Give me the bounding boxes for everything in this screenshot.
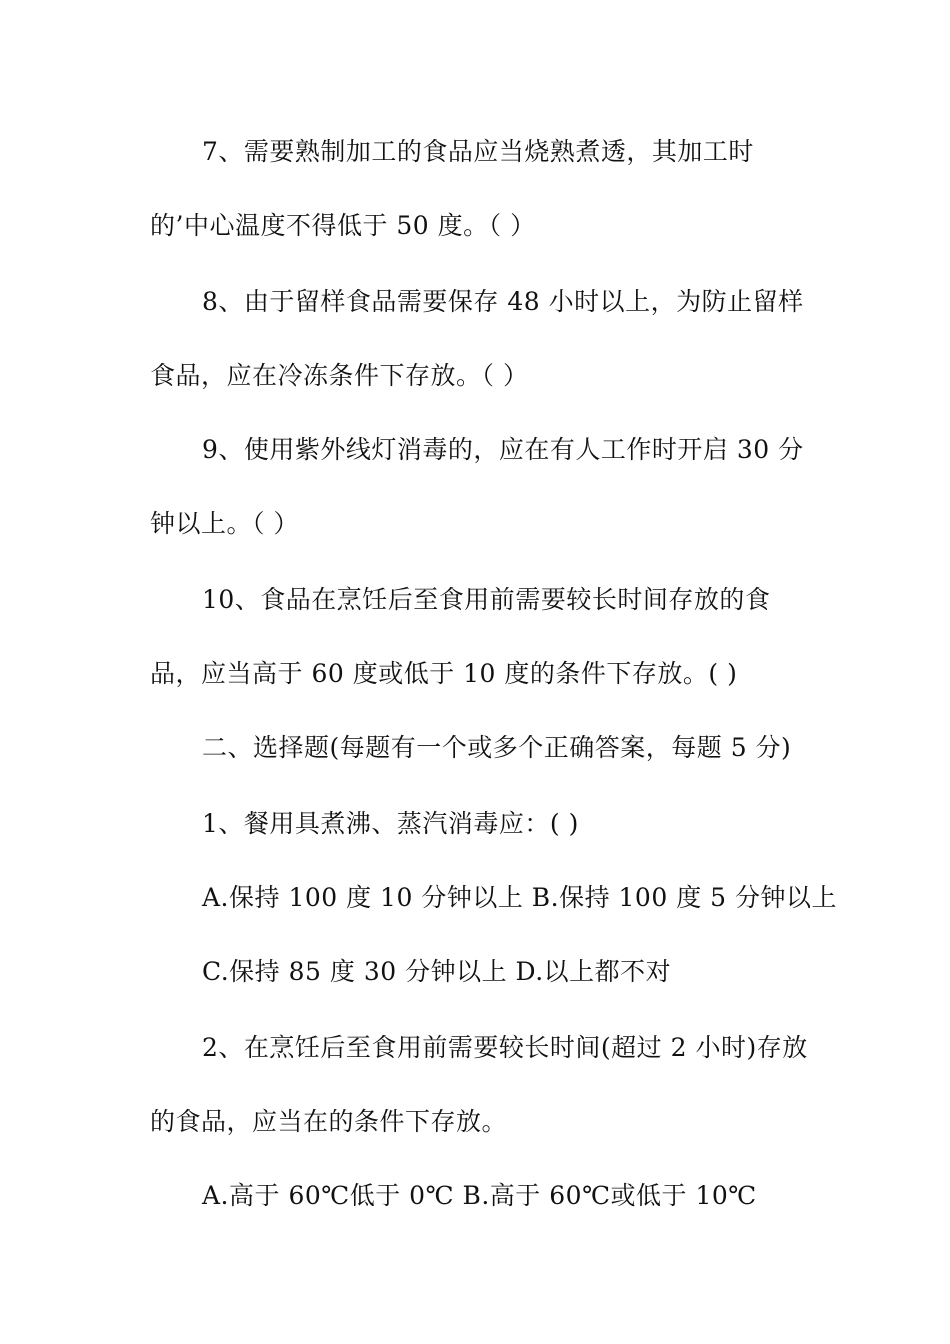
choice-question-2-line-1: 2、在烹饪后至食用前需要较长时间(超过 2 小时)存放 [202, 1033, 808, 1062]
question-10-line-1: 10、食品在烹饪后至食用前需要较长时间存放的食 [202, 585, 771, 614]
question-9-line-1: 9、使用紫外线灯消毒的，应在有人工作时开启 30 分 [202, 435, 804, 464]
question-7-line-2: 的’中心温度不得低于 50 度。（ ） [150, 211, 536, 240]
question-10-line-2: 品，应当高于 60 度或低于 10 度的条件下存放。( ) [150, 659, 738, 688]
question-8-line-1: 8、由于留样食品需要保存 48 小时以上，为防止留样 [202, 287, 804, 316]
choice-1-options-cd: C.保持 85 度 30 分钟以上 D.以上都不对 [202, 957, 672, 986]
question-8-line-2: 食品，应在冷冻条件下存放。（ ） [150, 361, 529, 390]
question-9-line-2: 钟以上。（ ） [150, 509, 299, 538]
choice-2-options-ab: A.高于 60℃低于 0℃ B.高于 60℃或低于 10℃ [202, 1181, 757, 1210]
question-7-line-1: 7、需要熟制加工的食品应当烧熟煮透，其加工时 [202, 137, 754, 166]
choice-question-1: 1、餐用具煮沸、蒸汽消毒应：( ) [202, 809, 579, 838]
section-heading-choice: 二、选择题(每题有一个或多个正确答案，每题 5 分) [202, 733, 792, 762]
choice-question-2-line-2: 的食品，应当在的条件下存放。 [150, 1107, 508, 1136]
choice-1-options-ab: A.保持 100 度 10 分钟以上 B.保持 100 度 5 分钟以上 [202, 883, 837, 912]
